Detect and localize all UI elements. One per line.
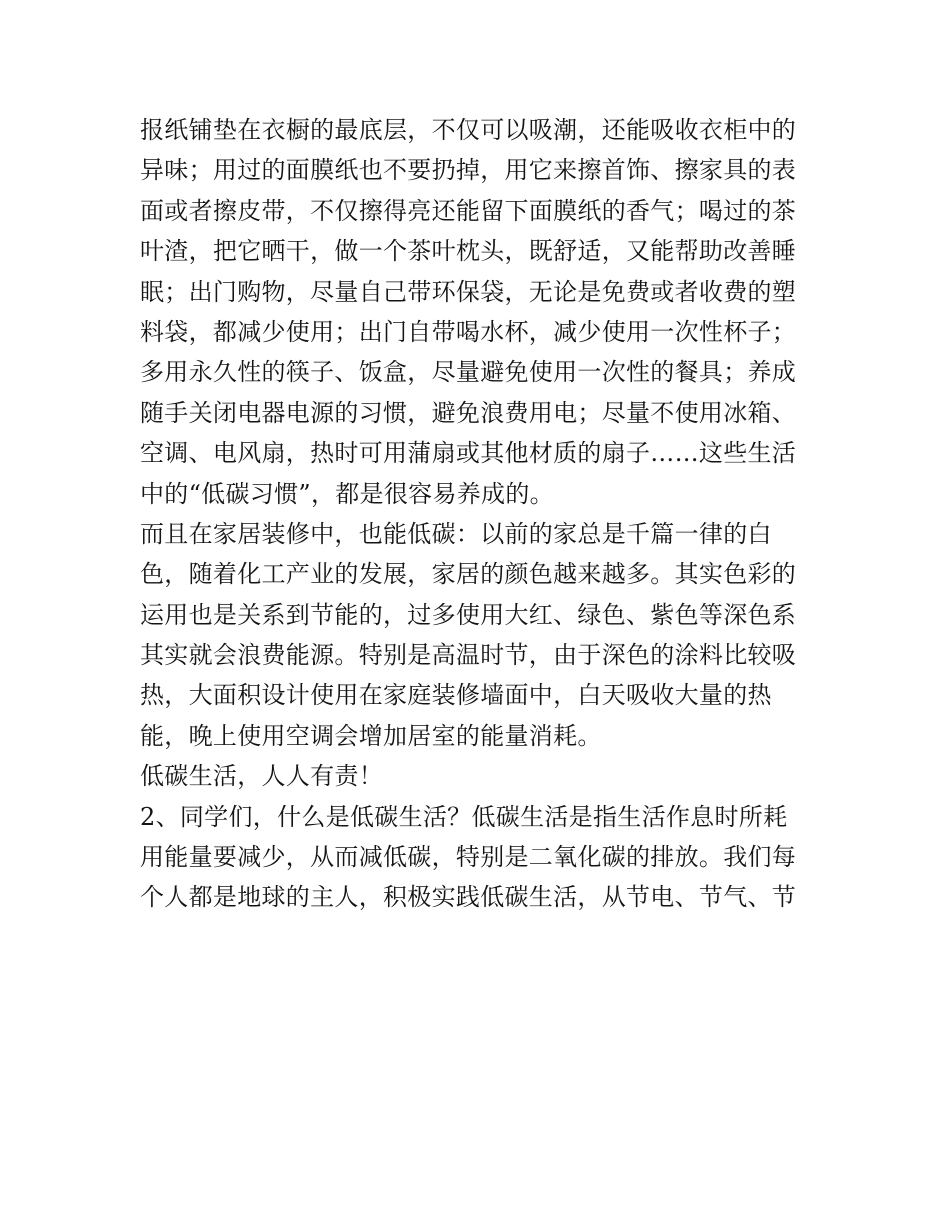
document-body <box>140 110 812 918</box>
text-line: 而且在家居装修中，也能低碳：以前的家总是千篇一律的白 <box>140 519 772 548</box>
text-line: 多用永久性的筷子、饭盒，尽量避免使用一次性的餐具；养成 <box>140 358 797 387</box>
text-line: 热，大面积设计使用在家庭装修墙面中，白天吸收大量的热 <box>140 681 772 710</box>
text-line: 随手关闭电器电源的习惯，避免浪费用电；尽量不使用冰箱、 <box>140 398 797 427</box>
text-line: 个人都是地球的主人，积极实践低碳生活，从节电、节气、节 <box>140 883 797 912</box>
text-line: 叶渣，把它晒干，做一个茶叶枕头，既舒适，又能帮助改善睡 <box>140 237 797 266</box>
paragraph-home-decoration <box>140 514 812 756</box>
text-line: 用能量要减少，从而减低碳，特别是二氧化碳的排放。我们每 <box>140 843 797 872</box>
text-line: 异味；用过的面膜纸也不要扔掉，用它来擦首饰、擦家具的表 <box>140 156 797 185</box>
text-line: 中的“低碳习惯”，都是很容易养成的。 <box>140 479 554 508</box>
text-line: 其实就会浪费能源。特别是高温时节，由于深色的涂料比较吸 <box>140 641 797 670</box>
text-line: 能，晚上使用空调会增加居室的能量消耗。 <box>140 721 602 750</box>
paragraph-daily-low-carbon-habits <box>140 110 812 514</box>
paragraph-section-2 <box>140 797 812 918</box>
text-line: 运用也是关系到节能的，过多使用大红、绿色、紫色等深色系 <box>140 600 797 629</box>
text-line: 面或者擦皮带，不仅擦得亮还能留下面膜纸的香气；喝过的茶 <box>140 196 797 225</box>
text-line: 空调、电风扇，热时可用蒲扇或其他材质的扇子……这些生活 <box>140 439 797 468</box>
text-line: 眠；出门购物，尽量自己带环保袋，无论是免费或者收费的塑 <box>140 277 797 306</box>
text-line: 低碳生活，人人有责！ <box>140 762 383 791</box>
text-line: 2、同学们，什么是低碳生活？低碳生活是指生活作息时所耗 <box>140 802 788 831</box>
paragraph-slogan <box>140 756 812 796</box>
text-line: 料袋，都减少使用；出门自带喝水杯，减少使用一次性杯子； <box>140 317 797 346</box>
text-line: 色，随着化工产业的发展，家居的颜色越来越多。其实色彩的 <box>140 560 797 589</box>
text-line: 报纸铺垫在衣橱的最底层，不仅可以吸潮，还能吸收衣柜中的 <box>140 116 797 144</box>
